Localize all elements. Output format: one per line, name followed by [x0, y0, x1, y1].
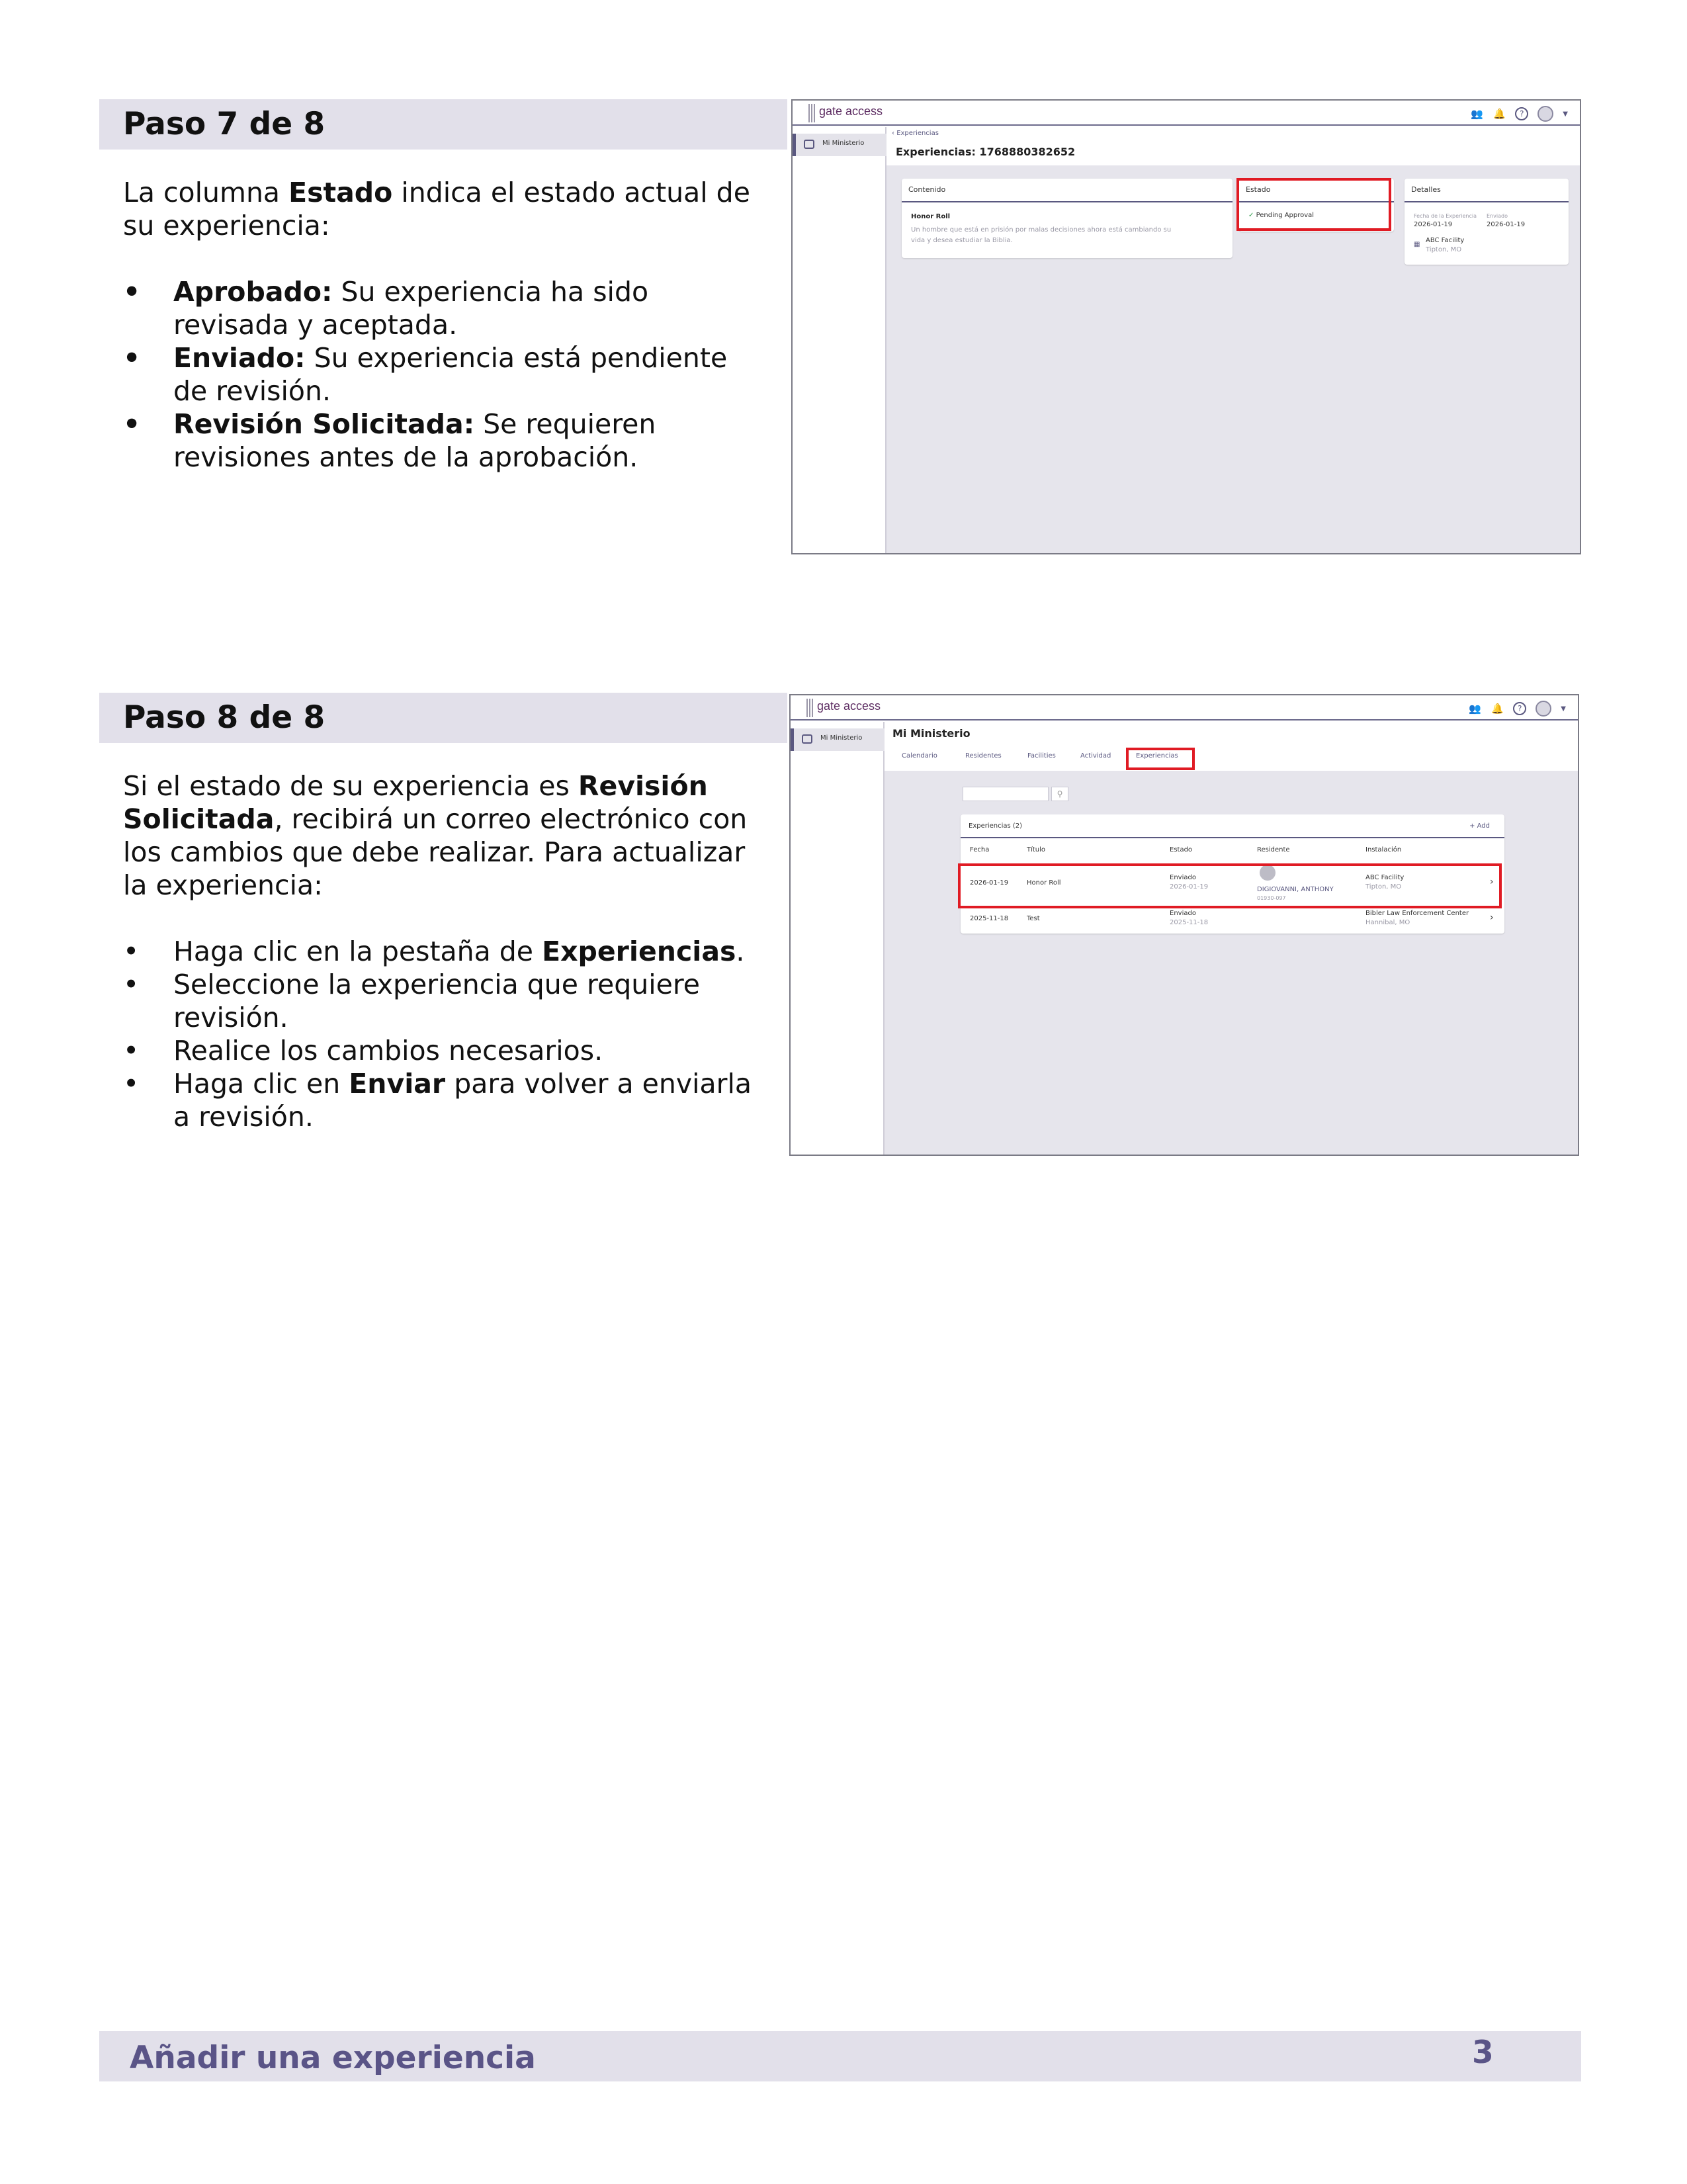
tab-residentes[interactable]: Residentes	[965, 752, 1002, 760]
status-term: Aprobado:	[173, 276, 333, 308]
status-label: Pending Approval	[1256, 212, 1315, 219]
sidebar-item-ministerio[interactable]	[791, 728, 885, 751]
bullet-glyph: •	[123, 1068, 140, 1100]
experience-text: Un hombre que está en prisión por malas decisiones ahora está cambiando su	[911, 226, 1172, 234]
check-circle-icon: ✓	[1248, 212, 1256, 219]
row-date: 2025-11-18	[970, 915, 1009, 922]
sidebar	[793, 127, 887, 553]
step7-status-list	[123, 275, 752, 474]
details-card-header	[1405, 179, 1569, 202]
chevron-down-icon[interactable]: ▼	[1563, 110, 1568, 118]
card-header-label: Estado	[1246, 185, 1271, 194]
content-card-header	[902, 179, 1233, 202]
step-text: para volver a enviarla a revisión.	[173, 1068, 752, 1133]
step7-intro-pre: La columna	[123, 177, 289, 208]
users-icon[interactable]: 👥	[1468, 703, 1481, 715]
highlight-status	[1236, 178, 1391, 231]
row-resident: DIGIOVANNI, ANTHONY	[1257, 886, 1334, 893]
row-status-date: 2026-01-19	[1170, 883, 1209, 891]
footer-title: Añadir una experiencia	[130, 2040, 536, 2076]
building-icon: ▦	[1414, 241, 1420, 248]
step-bold: Enviar	[349, 1068, 446, 1100]
bullet-glyph: •	[123, 276, 141, 308]
list-header-divider	[961, 837, 1504, 838]
list-item	[123, 1067, 752, 1133]
breadcrumb-label: Experiencias	[896, 130, 939, 137]
step7-intro	[123, 176, 752, 242]
column-header-fecha: Fecha	[970, 846, 990, 853]
app-logo: gate access	[819, 105, 883, 118]
topbar-icons	[1470, 106, 1568, 122]
column-header-residente: Residente	[1257, 846, 1290, 853]
topbar-icons	[1468, 701, 1566, 717]
step-text: .	[736, 936, 745, 967]
status-desc: Se requieren revisiones antes de la aprobación.	[173, 408, 656, 473]
app-topbar	[791, 695, 1578, 721]
page-title: Mi Ministerio	[892, 727, 971, 740]
step-text: Realice los cambios necesarios.	[173, 1035, 603, 1067]
bullet-glyph: •	[123, 342, 141, 374]
experience-title: Honor Roll	[911, 213, 951, 220]
bullet-glyph: •	[123, 936, 140, 967]
row-title: Honor Roll	[1027, 879, 1061, 887]
table-row[interactable]	[961, 910, 1504, 931]
row-status: Enviado	[1170, 874, 1196, 881]
sent-label: Enviado	[1487, 213, 1508, 219]
step-bold: Experiencias	[542, 936, 736, 967]
search-input[interactable]	[963, 787, 1049, 801]
list-item	[123, 968, 752, 1034]
sidebar-item-label: Mi Ministerio	[820, 734, 863, 742]
bell-icon[interactable]: 🔔	[1491, 703, 1504, 715]
list-item	[123, 408, 752, 474]
tab-experiencias[interactable]: Experiencias	[1136, 752, 1178, 760]
ministry-header	[885, 722, 1578, 771]
status-desc: Su experiencia está pendiente de revisión.	[173, 342, 728, 407]
bullet-glyph: •	[123, 408, 141, 440]
sidebar-item-ministerio[interactable]	[793, 134, 887, 156]
sidebar	[791, 722, 885, 1155]
step8-intro-bold: Revisión Solicitada	[123, 770, 708, 835]
row-location: Tipton, MO	[1365, 883, 1402, 891]
app-topbar	[793, 101, 1580, 126]
sent-value: 2026-01-19	[1487, 221, 1526, 228]
row-status-date: 2025-11-18	[1170, 919, 1209, 926]
bullet-glyph: •	[123, 1035, 140, 1067]
chevron-down-icon[interactable]: ▼	[1561, 705, 1566, 713]
highlight-experience-row	[958, 863, 1502, 908]
chevron-right-icon[interactable]: ›	[1490, 912, 1494, 923]
screenshot-experience-detail	[791, 99, 1581, 554]
experience-text: vida y desea estudiar la Biblia.	[911, 237, 1013, 244]
content-card	[902, 179, 1233, 258]
tab-actividad[interactable]: Actividad	[1080, 752, 1111, 760]
column-header-estado: Estado	[1170, 846, 1193, 853]
step-text: Haga clic en la pestaña de	[173, 936, 542, 967]
facility-location: Tipton, MO	[1426, 246, 1462, 253]
logo-icon	[806, 699, 814, 717]
list-item	[123, 935, 752, 968]
chevron-right-icon[interactable]: ›	[1490, 877, 1494, 887]
screenshot-ministry-experiences	[789, 694, 1579, 1156]
briefcase-icon	[802, 734, 812, 744]
list-item	[123, 275, 752, 341]
step-text: Haga clic en	[173, 1068, 349, 1100]
row-status: Enviado	[1170, 910, 1196, 917]
bell-icon[interactable]: 🔔	[1492, 108, 1506, 120]
bullet-glyph: •	[123, 969, 140, 1000]
row-title: Test	[1027, 915, 1040, 922]
row-resident-id: 01930-097	[1257, 895, 1286, 901]
date-label: Fecha de la Experiencia	[1414, 213, 1477, 219]
tab-facilities[interactable]: Facilities	[1027, 752, 1056, 760]
back-breadcrumb[interactable]	[892, 130, 939, 137]
avatar-icon[interactable]	[1536, 701, 1551, 717]
step7-intro-post: indica el estado actual de su experiencia:	[123, 177, 750, 241]
users-icon[interactable]: 👥	[1470, 108, 1483, 120]
step8-title: Paso 8 de 8	[123, 699, 325, 736]
tab-calendario[interactable]: Calendario	[902, 752, 937, 760]
step8-intro-post: , recibirá un correo electrónico con los cambios que debe realizar. Para actualizar la experiencia:	[123, 803, 748, 901]
list-item	[123, 1034, 752, 1067]
page-number: 3	[1472, 2034, 1494, 2071]
step8-steps-list	[123, 935, 752, 1133]
row-location: Hannibal, MO	[1365, 919, 1410, 926]
detail-header	[887, 127, 1580, 165]
sidebar-item-label: Mi Ministerio	[822, 140, 865, 147]
column-header-instalacion: Instalación	[1365, 846, 1402, 853]
status-desc: Su experiencia ha sido revisada y aceptada.	[173, 276, 649, 341]
chevron-left-icon: ‹	[892, 130, 897, 137]
row-facility: ABC Facility	[1365, 874, 1405, 881]
column-header-titulo: Título	[1027, 846, 1046, 853]
help-icon[interactable]: ?	[1515, 107, 1528, 120]
status-term: Enviado:	[173, 342, 306, 374]
card-header-label: Detalles	[1411, 185, 1441, 194]
search-icon[interactable]: ⚲	[1051, 787, 1068, 801]
step-text: Seleccione la experiencia que requiere revisión.	[173, 969, 701, 1033]
avatar-icon[interactable]	[1537, 106, 1553, 122]
step8-intro-pre: Si el estado de su experiencia es	[123, 770, 578, 802]
help-icon[interactable]: ?	[1513, 702, 1526, 715]
row-date: 2026-01-19	[970, 879, 1009, 887]
highlight-experiencias-tab	[1126, 748, 1195, 770]
step7-title: Paso 7 de 8	[123, 106, 325, 142]
page-title: Experiencias: 1768880382652	[896, 146, 1076, 158]
step8-intro	[123, 769, 752, 902]
facility-name: ABC Facility	[1426, 237, 1465, 244]
app-logo: gate access	[817, 699, 881, 713]
briefcase-icon	[804, 140, 814, 149]
step7-intro-bold: Estado	[288, 177, 393, 208]
row-facility: Bibler Law Enforcement Center	[1365, 910, 1469, 917]
details-card	[1405, 179, 1569, 265]
date-value: 2026-01-19	[1414, 221, 1453, 228]
list-title: Experiencias (2)	[969, 822, 1023, 830]
status-term: Revisión Solicitada:	[173, 408, 475, 440]
list-item	[123, 341, 752, 408]
card-header-label: Contenido	[908, 185, 946, 194]
add-button[interactable]: + Add	[1469, 822, 1490, 830]
logo-icon	[808, 104, 816, 122]
